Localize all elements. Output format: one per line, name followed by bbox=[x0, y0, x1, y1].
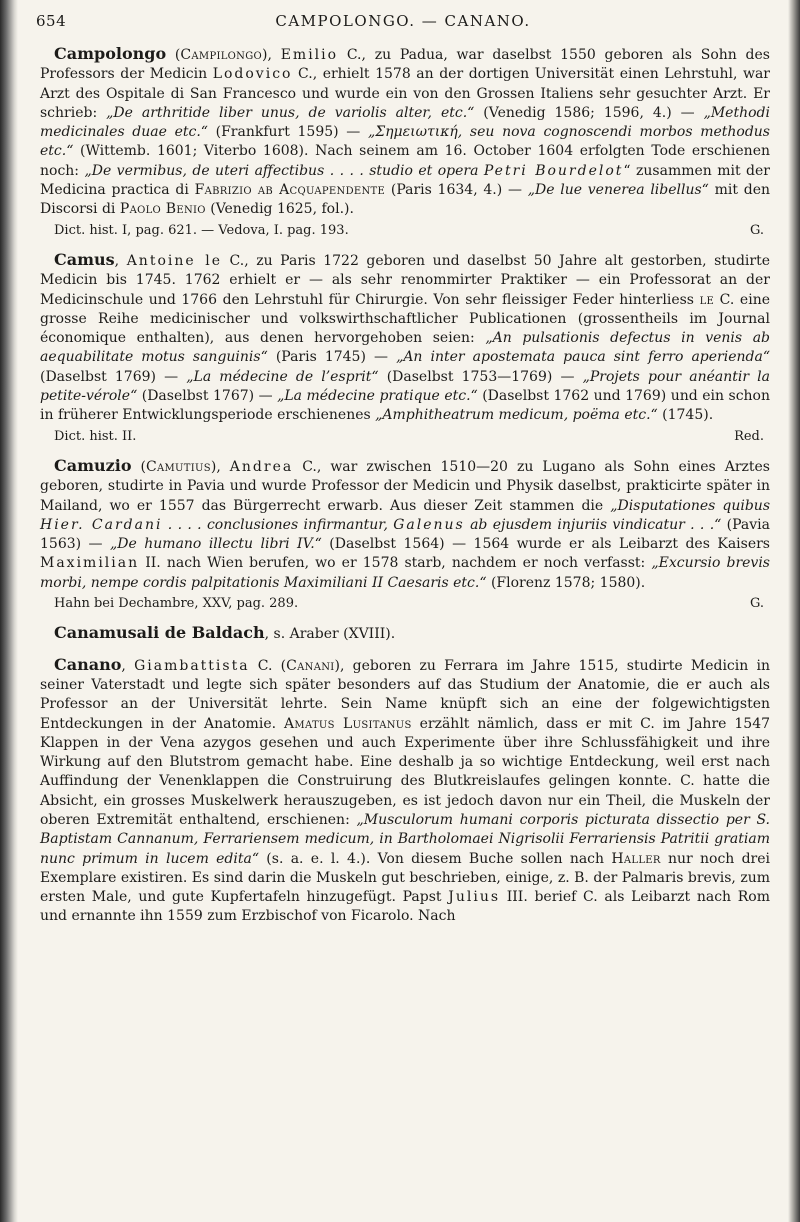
entry-text-segment: II. nach Wien berufen, wo er 1578 starb, nachdem er noch verfasst: bbox=[139, 555, 652, 572]
entry-text-segment: (Daselbst 1769) — bbox=[40, 368, 187, 385]
entry-body bbox=[40, 250, 770, 426]
entry-text-segment: ( bbox=[131, 458, 146, 475]
entry-text-segment: (Daselbst 1564) — 1564 wurde er als Leibarzt des Kaisers bbox=[321, 536, 770, 553]
entry-text-segment: (Daselbst 1762 und 1769) und ein schon in früherer Entwicklungsperiode erschienenes bbox=[40, 388, 770, 424]
entry-headword: Camus bbox=[54, 249, 115, 269]
page-header bbox=[36, 12, 770, 42]
entry-text-segment: (Paris 1745) — bbox=[267, 349, 397, 366]
entry-text-segment: „An pulsationis defectus in venis ab aequabilitate motus sanguinis“ bbox=[40, 330, 770, 366]
entry-text-segment: III. berief C. als Leibarzt nach Rom und ernannte ihn 1559 zum Erzbischof von Ficarolo. Nach bbox=[40, 889, 770, 925]
author-signature: Red. bbox=[734, 428, 764, 444]
entry-text-segment: ), geboren zu Ferrara im Jahre 1515, studirte Medicin in seiner Vaterstadt und legte sich später besonders auf das Studium der Anatomie, die er auch als Professor an der Universität lehrte. Sein Name knüpft sich an eine der folgewichtigsten Entdeckungen in der Anatomie. bbox=[40, 657, 770, 732]
entry-text-segment: mit den Discorsi di bbox=[40, 182, 771, 218]
entry-body bbox=[40, 655, 770, 927]
entry-text-segment: , s. Araber (XVIII). bbox=[264, 626, 396, 643]
entry-text-segment: (Paris 1634, 4.) — bbox=[385, 182, 528, 199]
entry-text-segment: Camutius bbox=[145, 458, 211, 475]
entry-text-segment: (Daselbst 1753—1769) — bbox=[378, 368, 583, 385]
entry-headword: Canano bbox=[54, 654, 122, 674]
entry-text-segment: (Daselbst 1767) — bbox=[137, 388, 278, 405]
entry-text-segment: „De vermibus, de uteri affectibus . . . . studio et opera bbox=[84, 162, 484, 179]
entry-text-segment: Canani bbox=[286, 657, 335, 674]
entry-text-segment: le bbox=[699, 291, 715, 308]
entry-text-segment: C. eine grosse Reihe medicinischer und volkswirthschaftlicher Publicationen (grossentheils im Journal économique enthalten), aus denen hervorgehoben seien: bbox=[40, 291, 770, 347]
entry-text-segment: Galenus bbox=[393, 516, 465, 533]
entry-text-segment: Haller bbox=[611, 850, 661, 867]
entry-text-segment: ab ejusdem injuriis vindicatur . . .“ bbox=[464, 516, 722, 533]
entry-text-segment: „La médecine pratique etc.“ bbox=[277, 388, 478, 405]
entry-text-segment: erzählt nämlich, dass er mit C. im Jahre 1547 Klappen in der Vena azygos gesehen und auch Experimente über ihre Schlussfähigkeit und ihre Wirkung auf den Blutstrom gemacht habe. Eine deshalb ja so wichtige Entdeckung, weil erst nach Auffindung der Venenklappen die Construirung des Blutkreislaufes gelingen konnte. C. hatte die Absicht, ein grosses Muskelwerk herauszugeben, es ist jedoch davon nur ein Theil, die Muskeln der oberen Extremität enthaltend, erschienen: bbox=[40, 715, 771, 828]
entry-text-segment: „La médecine de l’esprit“ bbox=[186, 368, 379, 385]
entry-text-segment: , bbox=[121, 657, 135, 674]
entry-text-segment: C., zu Paris 1722 geboren und daselbst 50 Jahre alt gestorben, studirte Medicin bis 1745. 1762 erhielt er — als sehr renommirter Praktiker — ein Professorat an der Medicinschule und 1766 den Lehrstuhl für Chirurgie. Von sehr fleissiger Feder hinterliess bbox=[40, 252, 770, 308]
author-signature: G. bbox=[749, 596, 764, 612]
entry-text-segment: Campilongo bbox=[180, 47, 263, 63]
entry-text-segment: „De arthritide liber unus, de variolis alter, etc.“ bbox=[106, 104, 475, 121]
entry-text-segment: ), bbox=[262, 47, 281, 63]
entry-body bbox=[40, 456, 770, 593]
entry-text-segment: „An inter apostemata pauca sint ferro aperienda“ bbox=[396, 349, 770, 366]
entry-text-segment: Andrea bbox=[229, 458, 294, 475]
dictionary-entry bbox=[40, 44, 770, 240]
entry-text-segment: „Excursio brevis morbi, nempe cordis palpitationis Maximiliani II Caesaris etc.“ bbox=[40, 555, 770, 591]
dictionary-entry bbox=[40, 456, 770, 613]
entry-headword: Campolongo bbox=[54, 44, 167, 63]
scan-edge-left bbox=[0, 0, 18, 1222]
entry-text-segment: C., erhielt 1578 an der dortigen Universität einen Lehrstuhl, war Arzt des Ospitale di San Francesco und wurde ein von den Grossen Italiens sehr gesuchter Arzt. Er schrieb: bbox=[40, 66, 770, 121]
entry-text-segment: (Florenz 1578; 1580). bbox=[486, 574, 646, 591]
entry-reference bbox=[40, 221, 770, 240]
entry-text-segment: Hier. Cardani bbox=[40, 516, 163, 533]
reference-text: Dict. hist. II. bbox=[54, 428, 137, 444]
reference-text: Hahn bei Dechambre, XXV, pag. 289. bbox=[54, 596, 299, 612]
entry-text-segment: “ zusammen mit der Medicina practica di bbox=[40, 162, 770, 199]
entry-text-segment: ), bbox=[210, 458, 230, 475]
entry-text-segment: C. ( bbox=[249, 657, 287, 674]
entry-text-segment: „De humano illectu libri IV.“ bbox=[110, 536, 322, 553]
entry-text-segment: Giambattista bbox=[134, 657, 250, 674]
entry-text-segment: C., war zwischen 1510—20 zu Lugano als Sohn eines Arztes geboren, studirte in Pavia und wurde Professor der Medicin und Physik daselbst, prakticirte später in Mailand, wo er 1557 das Bürgerrecht erwarb. Aus dieser Zeit stammen die bbox=[40, 458, 770, 514]
reference-text: Dict. hist. I, pag. 621. — Vedova, I. pag. 193. bbox=[54, 222, 349, 238]
entry-text-segment: (1745). bbox=[657, 407, 714, 424]
entry-reference bbox=[40, 594, 770, 613]
entry-text-segment: Fabrizio ab Acquapendente bbox=[194, 182, 386, 199]
entry-headword: Canamusali de Baldach bbox=[54, 623, 265, 643]
entry-text-segment: (Wittemb. 1601; Viterbo 1608). Nach seinem am 16. October 1604 erfolgten Tode erschienen noch: bbox=[40, 143, 770, 179]
running-head: CAMPOLONGO. — CANANO. bbox=[275, 12, 531, 30]
entry-text-segment: „Musculorum humani corporis picturata dissectio per S. Baptistam Cannanum, Ferrariensem medicum, in Bartholomaei Nigrisolii Ferrariensis Patritii gratiam nunc primum in lucem edita“ bbox=[40, 811, 771, 867]
entry-text-segment: Petri Bourdelot bbox=[483, 162, 624, 179]
entry-text-segment: Maximilian bbox=[40, 555, 140, 572]
author-signature: G. bbox=[749, 222, 764, 238]
entry-text-segment: . . . . conclusiones infirmantur, bbox=[162, 516, 394, 533]
entry-text-segment: Antoine le bbox=[126, 252, 222, 269]
entry-text-segment: „De lue venerea libellus“ bbox=[527, 182, 709, 199]
entry-text-segment: „Σημειωτική, seu nova cognoscendi morbos methodus etc.“ bbox=[40, 124, 770, 160]
dictionary-entry bbox=[40, 623, 770, 644]
entry-text-segment: (s. a. e. l. 4.). Von diesem Buche sollen nach bbox=[259, 850, 612, 867]
entry-text-segment: C., zu Padua, war daselbst 1550 geboren als Sohn des Professors der Medicin bbox=[40, 47, 770, 83]
entry-text-segment: „Disputationes quibus bbox=[610, 497, 770, 514]
entry-text-segment: Lodovico bbox=[212, 66, 293, 83]
entry-headword: Camuzio bbox=[54, 455, 132, 475]
entry-body bbox=[40, 623, 770, 644]
entry-text-segment: , bbox=[114, 252, 127, 269]
entry-body bbox=[40, 44, 770, 220]
entry-text-segment: (Frankfurt 1595) — bbox=[207, 124, 368, 141]
dictionary-entry bbox=[40, 655, 770, 927]
entry-text-segment: ( bbox=[166, 47, 181, 63]
entry-text-segment: (Venedig 1586; 1596, 4.) — bbox=[474, 104, 704, 121]
dictionary-entry bbox=[40, 250, 770, 446]
entry-reference bbox=[40, 427, 770, 446]
entry-text-segment: Julius bbox=[448, 889, 501, 906]
entry-text-segment: „Projets pour anéantir la petite-vérole“ bbox=[40, 368, 771, 405]
entry-text-segment: nur noch drei Exemplare existiren. Es sind darin die Muskeln gut beschrieben, einige, z. B. der Palmaris brevis, zum ersten Male, und gute Kupfertafeln hinzugefügt. Papst bbox=[40, 850, 771, 906]
entry-text-segment: Emilio bbox=[280, 47, 339, 63]
scan-edge-right bbox=[788, 0, 800, 1222]
entry-text-segment: Amatus Lusitanus bbox=[284, 715, 412, 732]
page-content bbox=[40, 44, 770, 937]
entry-text-segment: „Methodi medicinales duae etc.“ bbox=[40, 104, 770, 141]
entry-text-segment: Paolo Benio bbox=[119, 201, 206, 218]
page-number: 654 bbox=[36, 12, 67, 30]
entry-text-segment: (Venedig 1625, fol.). bbox=[205, 201, 354, 218]
entry-text-segment: „Amphitheatrum medicum, poëma etc.“ bbox=[375, 407, 658, 424]
entry-text-segment: (Pavia 1563) — bbox=[40, 516, 770, 553]
